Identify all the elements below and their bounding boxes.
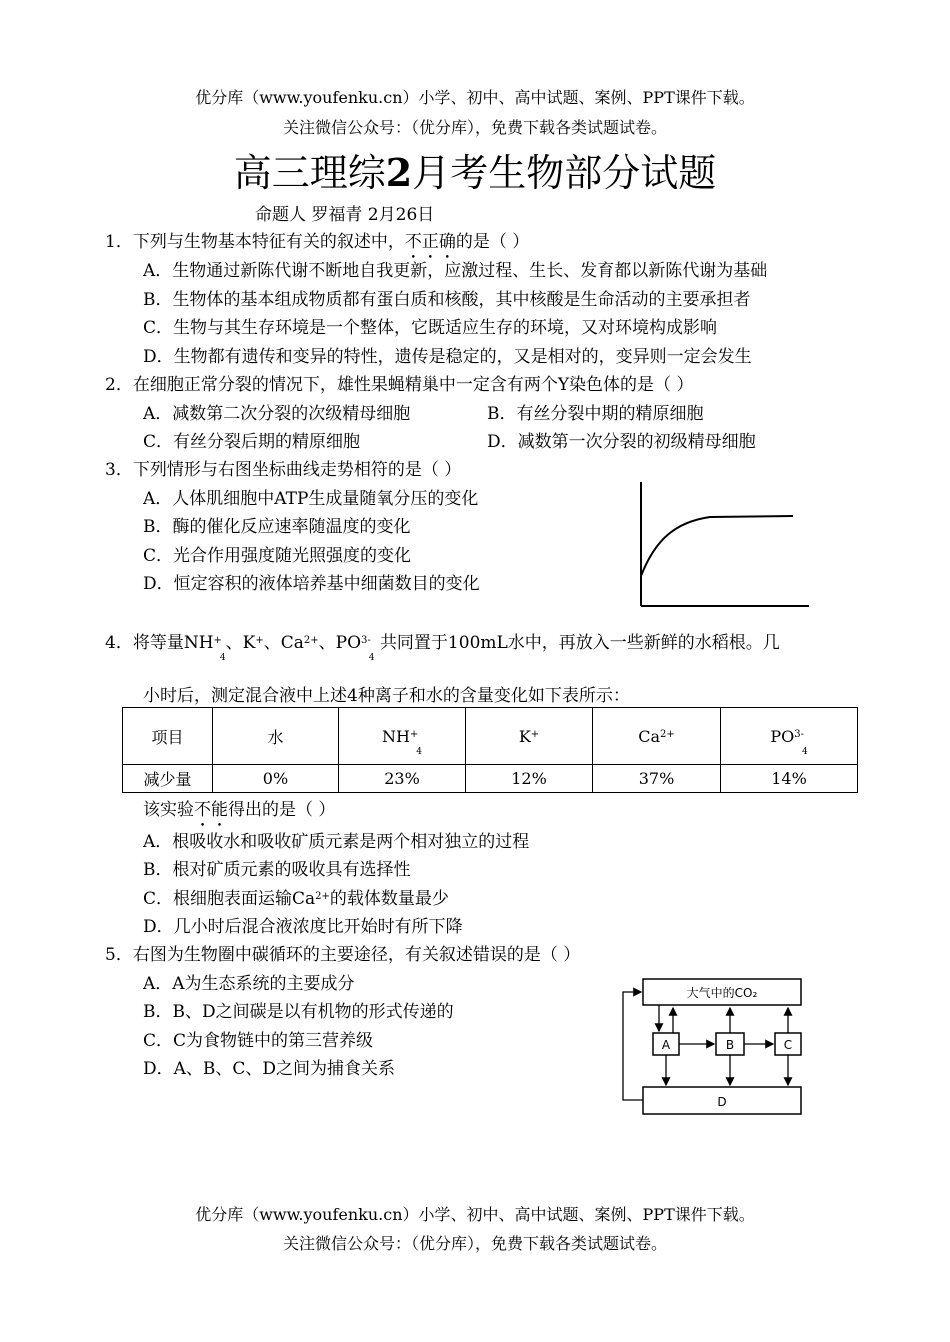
q1-option-d: D．生物都有遗传和变异的特性，遗传是稳定的，又是相对的，变异则一定会发生 [143, 347, 752, 367]
q3-stem: 3．下列情形与右图坐标曲线走势相符的是（ ） [105, 460, 462, 480]
ion-table [122, 707, 858, 793]
graph-curve [641, 516, 793, 576]
carbon-cycle-diagram [615, 975, 810, 1120]
table-cell: 37% [593, 765, 721, 793]
q4-option-b: B．根对矿质元素的吸收具有选择性 [143, 860, 411, 880]
q4-option-a: A．根吸收水和吸收矿质元素是两个相对独立的过程 [143, 832, 530, 852]
q5-option-d: D．A、B、C、D之间为捕食关系 [143, 1059, 396, 1079]
page-title: 高三理综2月考生物部分试题 [233, 150, 717, 195]
q3-option-a: A．人体肌细胞中ATP生成量随氧分压的变化 [143, 489, 479, 509]
q5-stem: 5．右图为生物圈中碳循环的主要途径，有关叙述错误的是（ ） [105, 945, 581, 965]
header-line-2: 关注微信公众号：（优分库），免费下载各类试题试卷。 [282, 118, 667, 137]
table-cell: $PO^{3-}_4$ [721, 708, 858, 765]
table-cell: 0% [213, 765, 339, 793]
q4-option-d: D．几小时后混合液浓度比开始时有所下降 [143, 917, 463, 937]
table-cell: 减少量 [123, 765, 213, 793]
node-d-label: D [717, 1095, 727, 1109]
footer-line-1: 优分库（www.youfenku.cn）小学、初中、高中试题、案例、PPT课件下载。 [195, 1205, 755, 1224]
table-cell: K+ [466, 708, 593, 765]
q5-option-c: C．C为食物链中的第三营养级 [143, 1031, 374, 1051]
q5-option-b: B．B、D之间碳是以有机物的形式传递的 [143, 1002, 454, 1022]
q2-option-c: C．有丝分裂后期的精原细胞 [143, 432, 361, 452]
q2-stem: 2．在细胞正常分裂的情况下，雄性果蝇精巢中一定含有两个Y染色体的是（ ） [105, 375, 694, 395]
q1-option-b: B．生物体的基本组成物质都有蛋白质和核酸，其中核酸是生命活动的主要承担者 [143, 290, 751, 310]
q1-option-c: C．生物与其生存环境是一个整体，它既适应生存的环境，又对环境构成影响 [143, 318, 718, 338]
table-cell: 项目 [123, 708, 213, 765]
q3-option-b: B．酶的催化反应速率随温度的变化 [143, 517, 411, 537]
table-cell: 14% [721, 765, 858, 793]
q4-stem: 4．将等量$NH^+_4$、K+、$Ca^{2+}$、$PO^{3-}_4$ 共同置于100mL水中，再放入一些新鲜的水稻根。几 [105, 633, 780, 663]
q3-option-d: D．恒定容积的液体培养基中细菌数目的变化 [143, 574, 480, 594]
q4-option-c: C．根细胞表面运输$Ca^{2+}$的载体数量最少 [143, 889, 449, 909]
saturation-curve-graph [635, 480, 815, 612]
q4-stem-cont: 小时后，测定混合液中上述4种离子和水的含量变化如下表所示： [143, 686, 630, 706]
table-cell: $Ca^{2+}$ [593, 708, 721, 765]
table-cell: 23% [339, 765, 466, 793]
author-line: 命题人 罗福青 2月26日 [255, 205, 435, 225]
co2-label: 大气中的CO₂ [686, 986, 758, 1000]
q4-ask: 该实验不能得出的是（ ） [143, 800, 336, 820]
q5-option-a: A．A为生态系统的主要成分 [143, 974, 355, 994]
table-row [123, 765, 858, 793]
table-cell: 水 [213, 708, 339, 765]
q1-option-a: A．生物通过新陈代谢不断地自我更新，应激过程、生长、发育都以新陈代谢为基础 [143, 261, 768, 281]
node-c-label: C [783, 1038, 793, 1052]
q1-stem: 1．下列与生物基本特征有关的叙述中，不正确的是（ ） [105, 232, 530, 252]
table-header-row [123, 708, 858, 765]
footer-line-2: 关注微信公众号：（优分库），免费下载各类试题试卷。 [282, 1234, 667, 1253]
q3-option-c: C．光合作用强度随光照强度的变化 [143, 546, 412, 566]
table-cell: $NH^+_4$ [339, 708, 466, 765]
arrow-d-to-co2 [623, 992, 643, 1100]
q2-option-a: A．减数第二次分裂的次级精母细胞 [143, 404, 411, 424]
node-b-label: B [725, 1038, 735, 1052]
q2-option-d: D．减数第一次分裂的初级精母细胞 [487, 432, 756, 452]
header-line-1: 优分库（www.youfenku.cn）小学、初中、高中试题、案例、PPT课件下载。 [195, 88, 755, 107]
q2-option-b: B．有丝分裂中期的精原细胞 [487, 404, 704, 424]
table-cell: 12% [466, 765, 593, 793]
node-a-label: A [661, 1038, 671, 1052]
